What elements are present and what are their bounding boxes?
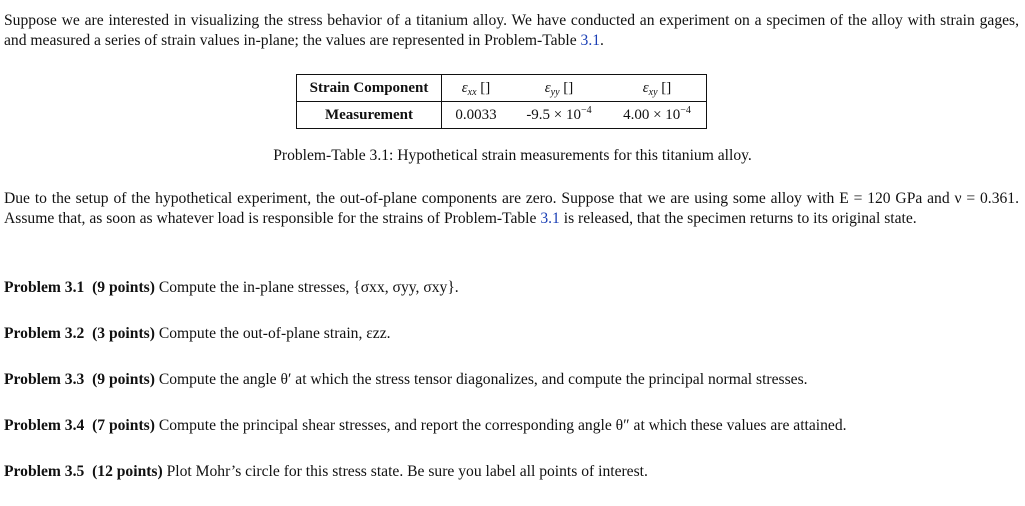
- unit: []: [661, 80, 672, 96]
- problem-id: Problem 3.1: [4, 279, 85, 296]
- mantissa: -9.5 × 10: [526, 107, 582, 123]
- value-exx: 0.0033: [442, 102, 511, 129]
- exponent: −4: [680, 105, 691, 116]
- exponent: −4: [581, 105, 592, 116]
- problem-points: (12 points): [92, 463, 163, 480]
- symbol: ε: [642, 80, 649, 96]
- problem-points: (3 points): [92, 325, 155, 342]
- measurement-row-label: Measurement: [297, 102, 442, 129]
- table-measurement-row: [297, 102, 707, 129]
- subscript: xx: [467, 87, 477, 98]
- setup-paragraph: [4, 189, 1019, 229]
- problem-id: Problem 3.4: [4, 417, 85, 434]
- problem-3-4: [4, 416, 1019, 436]
- problem-id: Problem 3.3: [4, 371, 85, 388]
- strain-table: [296, 74, 707, 129]
- symbol: ε: [461, 80, 468, 96]
- subscript: xy: [648, 87, 658, 98]
- problem-text: Compute the in-plane stresses, {σxx, σyy, σxy}.: [158, 279, 459, 296]
- unit: []: [563, 80, 574, 96]
- column-header-exx: [442, 75, 511, 102]
- problem-id: Problem 3.2: [4, 325, 85, 342]
- problem-3-3: [4, 370, 1019, 390]
- problem-points: (9 points): [92, 371, 155, 388]
- problem-points: (7 points): [92, 417, 155, 434]
- column-header-eyy: [510, 75, 608, 102]
- value-exy: [608, 102, 707, 129]
- table-reference-link[interactable]: 3.1: [580, 32, 601, 49]
- intro-paragraph: [4, 11, 1019, 51]
- table-reference-link[interactable]: 3.1: [540, 210, 560, 227]
- problem-3-2: [4, 324, 1019, 344]
- problem-id: Problem 3.5: [4, 463, 85, 480]
- unit: []: [480, 80, 491, 96]
- setup-text-start: Due to the setup of the hypothetical experiment, the out-of-plane components are zero. Suppose that we are using some alloy with E = 120 GPa and ν = 0.361. Assume that, as soon as whatever load is responsible for the strains of Problem-Table: [4, 190, 1019, 227]
- value-eyy: [510, 102, 608, 129]
- setup-text-end: is released, that the specimen returns to its original state.: [559, 210, 917, 227]
- intro-end: .: [600, 32, 604, 49]
- symbol: ε: [544, 80, 551, 96]
- header-row-label: Strain Component: [297, 75, 442, 102]
- table-caption: Problem-Table 3.1: Hypothetical strain measurements for this titanium alloy.: [273, 147, 752, 164]
- problem-text: Compute the angle θ′ at which the stress tensor diagonalizes, and compute the principal normal stresses.: [158, 371, 808, 388]
- subscript: yy: [550, 87, 560, 98]
- mantissa: 4.00 × 10: [623, 107, 681, 123]
- problem-text: Plot Mohr’s circle for this stress state. Be sure you label all points of interest.: [166, 463, 648, 480]
- problem-text: Compute the out-of-plane strain, εzz.: [158, 325, 391, 342]
- problem-points: (9 points): [92, 279, 155, 296]
- intro-text: Suppose we are interested in visualizing the stress behavior of a titanium alloy. We have conducted an experiment on a specimen of the alloy with strain gages, and measured a series of strain values in-plane; the values are represented in Problem-Table: [4, 12, 1019, 49]
- problem-3-5: [4, 462, 1019, 482]
- problem-3-1: [4, 278, 1019, 298]
- column-header-exy: [608, 75, 707, 102]
- table-header-row: [297, 75, 707, 102]
- problem-text: Compute the principal shear stresses, and report the corresponding angle θ″ at which these values are attained.: [158, 417, 847, 434]
